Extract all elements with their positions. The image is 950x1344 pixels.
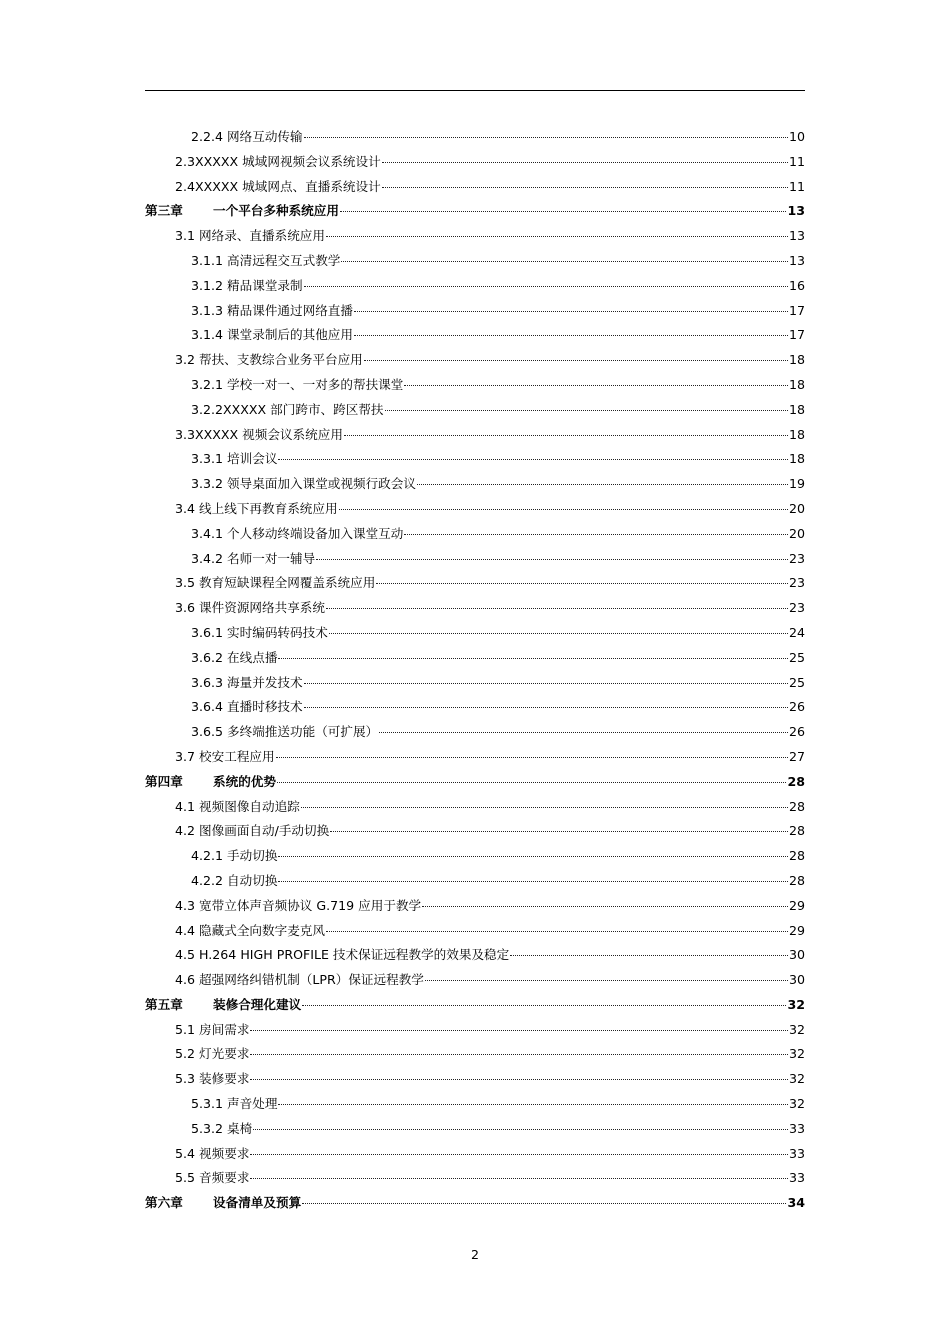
toc-entry-title	[145, 199, 339, 224]
dot-leader	[354, 311, 788, 312]
toc-entry-text: 3.6.2 在线点播	[191, 649, 278, 665]
toc-entry-text: 3.1.4 课堂录制后的其他应用	[191, 327, 353, 343]
dot-leader	[329, 633, 788, 634]
toc-entry-title	[191, 398, 384, 423]
toc-entry-text: 3.6.4 直播时移技术	[191, 699, 303, 715]
toc-entry[interactable]	[145, 720, 805, 745]
dot-leader	[304, 286, 788, 287]
toc-entry[interactable]	[145, 522, 805, 547]
dot-leader	[301, 807, 788, 808]
dot-leader	[344, 435, 788, 436]
toc-entry-title	[175, 894, 421, 919]
dot-leader	[339, 509, 788, 510]
toc-page-number: 20	[788, 500, 805, 516]
toc-page-number: 27	[788, 748, 805, 764]
toc-entry[interactable]	[145, 1117, 805, 1142]
toc-page-number: 26	[788, 724, 805, 740]
toc-entry[interactable]	[145, 1018, 805, 1043]
toc-entry-text: 4.2.1 手动切换	[191, 848, 278, 864]
toc-entry[interactable]	[145, 547, 805, 572]
dot-leader	[425, 980, 788, 981]
toc-entry-text: 装修合理化建议	[213, 996, 302, 1012]
toc-entry[interactable]	[145, 745, 805, 770]
toc-page-number: 28	[788, 823, 805, 839]
dot-leader	[422, 906, 788, 907]
toc-chapter-number: 第五章	[145, 996, 183, 1012]
toc-entry[interactable]	[145, 249, 805, 274]
dot-leader	[382, 162, 788, 163]
toc-entry-title	[175, 745, 275, 770]
dot-leader	[316, 559, 788, 560]
toc-entry[interactable]	[145, 919, 805, 944]
dot-leader	[278, 1104, 788, 1105]
toc-page-number: 28	[787, 773, 805, 789]
toc-entry[interactable]	[145, 274, 805, 299]
toc-entry-text: 3.2 帮扶、支教综合业务平台应用	[175, 352, 363, 368]
toc-page-number: 23	[788, 600, 805, 616]
toc-entry-title	[175, 1067, 249, 1092]
toc-entry[interactable]	[145, 423, 805, 448]
toc-entry[interactable]	[145, 447, 805, 472]
toc-entry-title	[145, 1191, 301, 1216]
toc-chapter-number: 第三章	[145, 203, 183, 219]
toc-entry-title	[175, 1018, 249, 1043]
toc-page-number: 20	[788, 525, 805, 541]
toc-entry-title	[191, 621, 328, 646]
dot-leader	[382, 187, 788, 188]
dot-leader	[326, 236, 788, 237]
toc-entry-title	[191, 869, 277, 894]
toc-entry-text: 4.6 超强网络纠错机制（LPR）保证远程教学	[175, 972, 424, 988]
toc-entry-title	[175, 1042, 249, 1067]
toc-entry-title	[175, 1166, 249, 1191]
dot-leader	[341, 261, 788, 262]
dot-leader	[302, 1203, 786, 1204]
toc-page-number: 28	[788, 872, 805, 888]
toc-page-number: 29	[788, 922, 805, 938]
toc-entry-text: 3.6 课件资源网络共享系统	[175, 600, 325, 616]
toc-entry-text: 4.5 H.264 HIGH PROFILE 技术保证远程教学的效果及稳定	[175, 947, 510, 963]
toc-entry-text: 5.3.1 声音处理	[191, 1096, 278, 1112]
toc-entry-title	[191, 671, 303, 696]
toc-entry-title	[175, 150, 381, 175]
toc-page-number: 30	[788, 947, 805, 963]
toc-page-number: 11	[788, 153, 805, 169]
toc-page-number: 16	[788, 277, 805, 293]
toc-entry-text: 4.1 视频图像自动追踪	[175, 798, 300, 814]
dot-leader	[417, 484, 788, 485]
toc-entry[interactable]	[145, 472, 805, 497]
toc-entry-text: 系统的优势	[213, 773, 276, 789]
toc-entry-title	[175, 423, 343, 448]
toc-entry-title	[175, 819, 329, 844]
toc-entry-text: 5.3 装修要求	[175, 1071, 250, 1087]
toc-entry-title	[191, 646, 277, 671]
toc-entry-title	[191, 274, 303, 299]
toc-page-number: 18	[788, 376, 805, 392]
toc-page-number: 19	[788, 476, 805, 492]
toc-page-number: 33	[788, 1120, 805, 1136]
toc-entry-text: 3.4.2 名师一对一辅导	[191, 550, 316, 566]
toc-entry[interactable]	[145, 695, 805, 720]
toc-entry-text: 3.1.2 精品课堂录制	[191, 277, 303, 293]
dot-leader	[302, 1005, 786, 1006]
toc-page-number: 26	[788, 699, 805, 715]
dot-leader	[404, 385, 788, 386]
toc-page-number: 17	[788, 327, 805, 343]
toc-page-number: 28	[788, 798, 805, 814]
toc-entry-text: 5.4 视频要求	[175, 1145, 250, 1161]
toc-chapter-entry[interactable]	[145, 1191, 805, 1216]
toc-entry[interactable]	[145, 671, 805, 696]
dot-leader	[250, 1079, 788, 1080]
dot-leader	[250, 1154, 788, 1155]
toc-page-number: 18	[788, 352, 805, 368]
toc-page-number: 18	[788, 426, 805, 442]
toc-entry[interactable]	[145, 125, 805, 150]
toc-page-number: 23	[788, 575, 805, 591]
toc-chapter-number: 第四章	[145, 773, 183, 789]
toc-entry-title	[191, 323, 353, 348]
toc-page-number: 25	[788, 649, 805, 665]
toc-entry[interactable]	[145, 596, 805, 621]
toc-entry[interactable]	[145, 943, 805, 968]
dot-leader	[278, 658, 788, 659]
toc-chapter-entry[interactable]	[145, 993, 805, 1018]
toc-entry-text: 4.2 图像画面自动/手动切换	[175, 823, 330, 839]
toc-page-number: 34	[787, 1195, 805, 1211]
toc-page-number: 11	[788, 178, 805, 194]
toc-entry-title	[175, 571, 375, 596]
toc-entry-text: 3.2.2XXXXX 部门跨市、跨区帮扶	[191, 401, 384, 417]
toc-entry-text: 4.4 隐藏式全向数字麦克风	[175, 922, 325, 938]
toc-entry[interactable]	[145, 1042, 805, 1067]
toc-entry[interactable]	[145, 819, 805, 844]
toc-page-number: 32	[788, 1021, 805, 1037]
toc-entry-text: 3.6.5 多终端推送功能（可扩展）	[191, 724, 379, 740]
toc-entry-text: 5.3.2 桌椅	[191, 1120, 253, 1136]
toc-entry-title	[191, 249, 340, 274]
toc-entry[interactable]	[145, 795, 805, 820]
toc-entry-text: 5.1 房间需求	[175, 1021, 250, 1037]
toc-entry-text: 4.2.2 自动切换	[191, 872, 278, 888]
toc-page-number: 23	[788, 550, 805, 566]
page-number: 2	[470, 1247, 479, 1262]
toc-entry-title	[175, 497, 338, 522]
toc-entry-title	[191, 373, 403, 398]
toc-entry[interactable]	[145, 323, 805, 348]
toc-entry[interactable]	[145, 844, 805, 869]
toc-page-number: 32	[788, 1096, 805, 1112]
toc-page-number: 17	[788, 302, 805, 318]
toc-entry[interactable]	[145, 869, 805, 894]
toc-page-number: 32	[787, 996, 805, 1012]
toc-entry-text: 一个平台多种系统应用	[213, 203, 339, 219]
toc-entry-title	[191, 1092, 277, 1117]
toc-entry-title	[191, 1117, 252, 1142]
toc-entry-title	[175, 1142, 249, 1167]
dot-leader	[379, 732, 788, 733]
toc-entry-title	[175, 175, 381, 200]
toc-entry-title	[175, 224, 325, 249]
toc-page-number: 18	[788, 451, 805, 467]
toc-entry[interactable]	[145, 571, 805, 596]
toc-entry[interactable]	[145, 348, 805, 373]
toc-page-number: 13	[788, 228, 805, 244]
toc-entry-text: 3.3.1 培训会议	[191, 451, 278, 467]
toc-page-number: 25	[788, 674, 805, 690]
dot-leader	[304, 683, 788, 684]
dot-leader	[330, 831, 788, 832]
toc-entry-title	[191, 720, 378, 745]
dot-leader	[250, 1178, 788, 1179]
toc-entry-text: 3.2.1 学校一对一、一对多的帮扶课堂	[191, 376, 404, 392]
dot-leader	[278, 881, 788, 882]
toc-entry-title	[191, 522, 403, 547]
toc-entry-text: 3.3XXXXX 视频会议系统应用	[175, 426, 343, 442]
toc-page-number: 32	[788, 1046, 805, 1062]
toc-entry-title	[175, 596, 325, 621]
dot-leader	[326, 931, 788, 932]
toc-entry-title	[175, 795, 300, 820]
toc-entry[interactable]	[145, 1142, 805, 1167]
toc-entry[interactable]	[145, 968, 805, 993]
toc-entry-text: 设备清单及预算	[213, 1195, 302, 1211]
dot-leader	[404, 534, 788, 535]
dot-leader	[326, 608, 788, 609]
dot-leader	[277, 782, 787, 783]
toc-entry-text: 3.1.3 精品课件通过网络直播	[191, 302, 353, 318]
toc-entry[interactable]	[145, 497, 805, 522]
toc-entry[interactable]	[145, 150, 805, 175]
toc-chapter-entry[interactable]	[145, 199, 805, 224]
toc-entry-title	[191, 547, 315, 572]
dot-leader	[354, 335, 788, 336]
toc-page-number: 13	[788, 252, 805, 268]
toc-entry-text: 4.3 宽带立体声音频协议 G.719 应用于教学	[175, 897, 422, 913]
toc-page-number: 24	[788, 624, 805, 640]
toc-entry-text: 3.7 校安工程应用	[175, 748, 275, 764]
toc-page-number: 32	[788, 1071, 805, 1087]
toc-entry-text: 2.4XXXXX 城域网点、直播系统设计	[175, 178, 381, 194]
toc-entry-text: 3.3.2 领导桌面加入课堂或视频行政会议	[191, 476, 416, 492]
toc-entry-title	[175, 968, 424, 993]
toc-entry[interactable]	[145, 224, 805, 249]
toc-entry[interactable]	[145, 398, 805, 423]
toc-entry-text: 3.1 网络录、直播系统应用	[175, 228, 325, 244]
toc-entry-text: 3.6.1 实时编码转码技术	[191, 624, 328, 640]
toc-chapter-entry[interactable]	[145, 770, 805, 795]
toc-page-number: 30	[788, 972, 805, 988]
dot-leader	[340, 211, 787, 212]
toc-chapter-number: 第六章	[145, 1195, 183, 1211]
dot-leader	[364, 360, 788, 361]
dot-leader	[253, 1129, 788, 1130]
toc-entry-title	[175, 919, 325, 944]
toc-entry-title	[191, 844, 277, 869]
toc-entry[interactable]	[145, 1166, 805, 1191]
toc-page-number: 33	[788, 1170, 805, 1186]
toc-entry-title	[191, 447, 277, 472]
toc-entry-text: 5.2 灯光要求	[175, 1046, 250, 1062]
toc-entry-title	[191, 299, 353, 324]
toc-page-number: 29	[788, 897, 805, 913]
toc-page-number: 28	[788, 848, 805, 864]
dot-leader	[304, 707, 788, 708]
table-of-contents	[145, 125, 805, 1216]
toc-entry-title	[191, 125, 303, 150]
toc-entry[interactable]	[145, 646, 805, 671]
dot-leader	[510, 955, 788, 956]
toc-entry-text: 2.2.4 网络互动传输	[191, 129, 303, 144]
toc-entry-title	[191, 695, 303, 720]
toc-entry-title	[191, 472, 416, 497]
header-rule	[145, 90, 805, 91]
dot-leader	[278, 856, 788, 857]
toc-entry-text: 3.4.1 个人移动终端设备加入课堂互动	[191, 525, 404, 541]
dot-leader	[304, 137, 788, 138]
dot-leader	[376, 583, 788, 584]
toc-page-number: 33	[788, 1145, 805, 1161]
toc-entry[interactable]	[145, 621, 805, 646]
toc-entry[interactable]	[145, 1067, 805, 1092]
dot-leader	[276, 757, 788, 758]
toc-entry-title	[175, 348, 363, 373]
toc-page-number: 18	[788, 401, 805, 417]
toc-entry[interactable]	[145, 894, 805, 919]
toc-entry[interactable]	[145, 175, 805, 200]
toc-entry[interactable]	[145, 373, 805, 398]
toc-entry-text: 3.4 线上线下再教育系统应用	[175, 500, 338, 516]
toc-page-number: 10	[788, 129, 805, 144]
toc-entry-text: 5.5 音频要求	[175, 1170, 250, 1186]
dot-leader	[250, 1030, 788, 1031]
dot-leader	[385, 410, 788, 411]
dot-leader	[250, 1054, 788, 1055]
toc-entry-text: 3.1.1 高清远程交互式教学	[191, 252, 341, 268]
toc-entry[interactable]	[145, 299, 805, 324]
toc-entry-title	[175, 943, 509, 968]
toc-entry-text: 3.6.3 海量并发技术	[191, 674, 303, 690]
toc-entry-text: 2.3XXXXX 城域网视频会议系统设计	[175, 153, 381, 169]
toc-page-number: 13	[787, 203, 805, 219]
toc-entry-title	[145, 993, 301, 1018]
toc-entry-text: 3.5 教育短缺课程全网覆盖系统应用	[175, 575, 376, 591]
toc-entry-title	[145, 770, 276, 795]
toc-entry[interactable]	[145, 1092, 805, 1117]
dot-leader	[278, 459, 788, 460]
